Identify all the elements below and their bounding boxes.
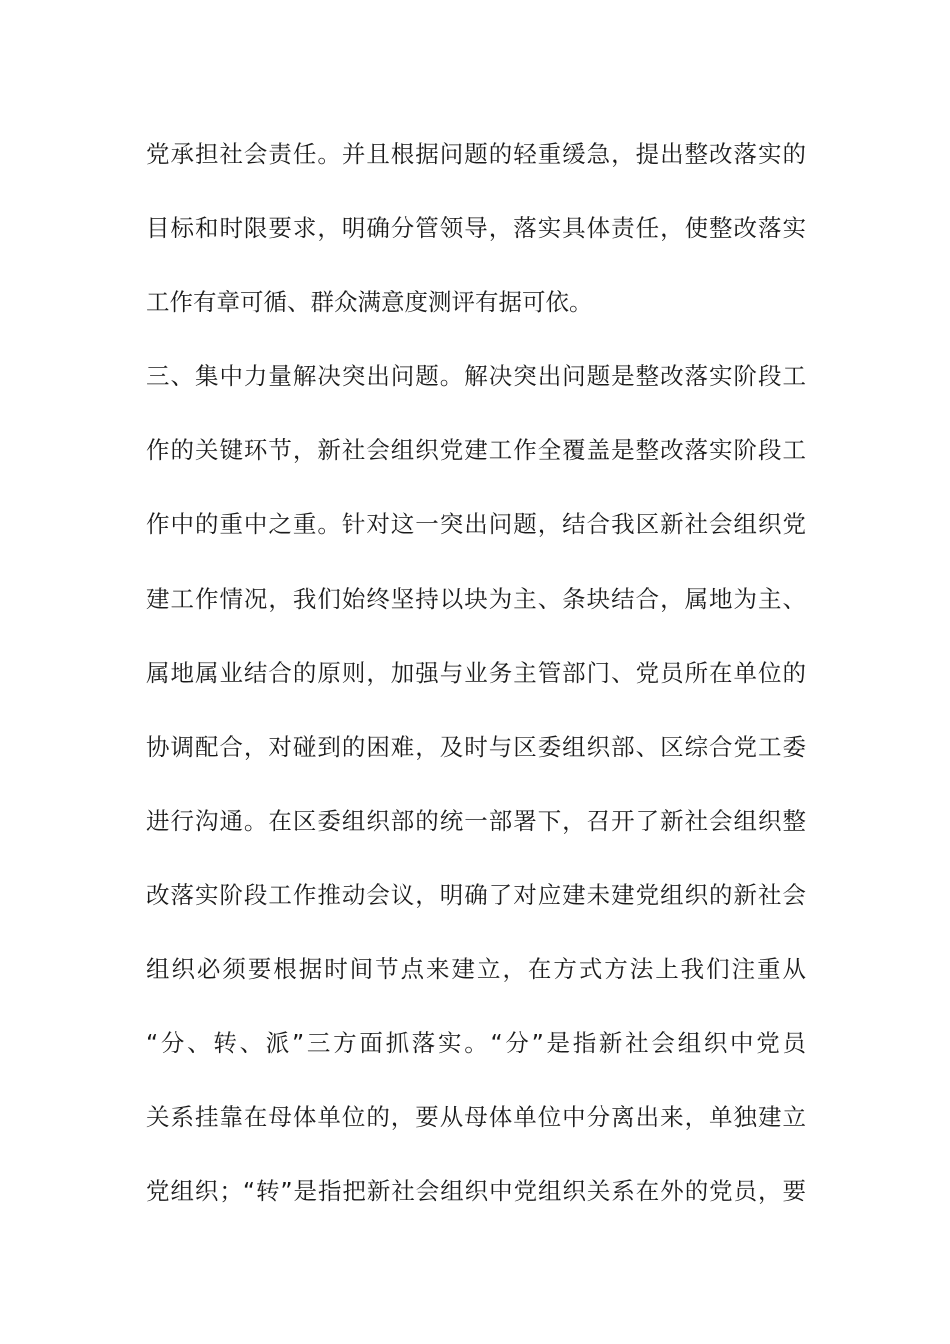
text-line: 组织必须要根据时间节点来建立，在方式方法上我们注重从 xyxy=(146,955,806,983)
text-line: 目标和时限要求，明确分管领导，落实具体责任，使整改落实 xyxy=(146,214,806,242)
text-line: 协调配合，对碰到的困难，及时与区委组织部、区综合党工委 xyxy=(146,733,806,761)
text-line: 工作有章可循、群众满意度测评有据可依。 xyxy=(146,288,593,316)
text-line: 改落实阶段工作推动会议，明确了对应建未建党组织的新社会 xyxy=(146,881,806,909)
text-line: 进行沟通。在区委组织部的统一部署下，召开了新社会组织整 xyxy=(146,807,806,835)
text-line: 作的关键环节，新社会组织党建工作全覆盖是整改落实阶段工 xyxy=(146,436,806,464)
text-line: 作中的重中之重。针对这一突出问题，结合我区新社会组织党 xyxy=(146,510,806,538)
text-line: 党组织；“转”是指把新社会组织中党组织关系在外的党员，要 xyxy=(146,1177,806,1205)
text-line: 党承担社会责任。并且根据问题的轻重缓急，提出整改落实的 xyxy=(146,140,806,168)
section-heading-line: 三、集中力量解决突出问题。解决突出问题是整改落实阶段工 xyxy=(146,362,806,390)
text-line: 属地属业结合的原则，加强与业务主管部门、党员所在单位的 xyxy=(146,659,806,687)
text-line: “分、转、派”三方面抓落实。“分”是指新社会组织中党员 xyxy=(146,1029,806,1057)
text-line: 关系挂靠在母体单位的，要从母体单位中分离出来，单独建立 xyxy=(146,1103,806,1131)
text-line: 建工作情况，我们始终坚持以块为主、条块结合，属地为主、 xyxy=(146,585,806,613)
